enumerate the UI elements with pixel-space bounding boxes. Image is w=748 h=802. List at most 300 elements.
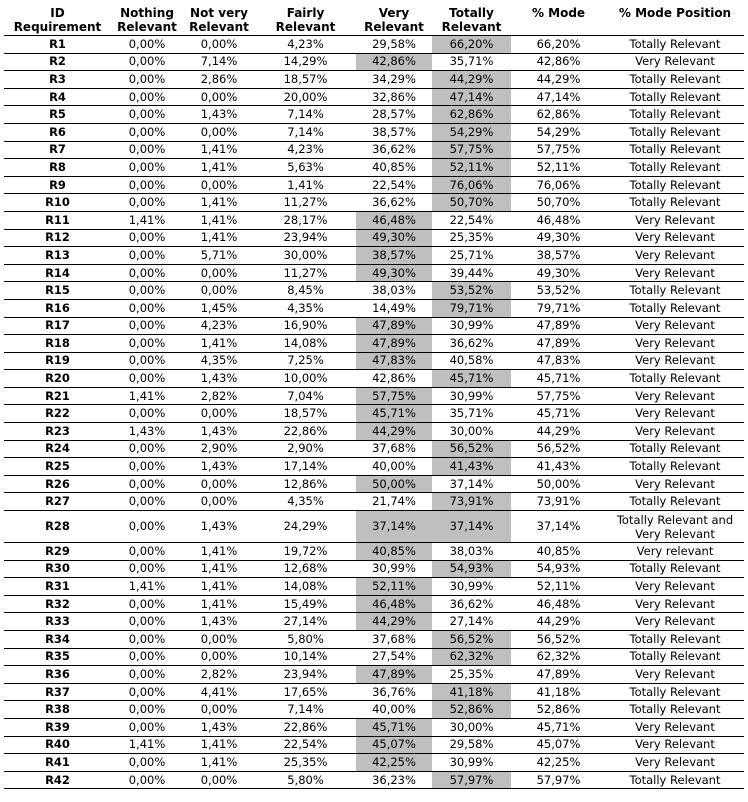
cell-very-relevant: 37,14% [356,511,432,543]
cell-fairly-relevant: 14,08% [255,578,356,596]
cell-fairly-relevant: 16,90% [255,317,356,335]
cell-not-very-relevant: 1,41% [183,335,255,353]
table-row [4,229,744,247]
cell-mode-position: Totally Relevant [606,88,744,106]
cell-mode-position: Very Relevant [606,247,744,265]
cell-mode-position: Very Relevant [606,475,744,493]
cell-nothing-relevant: 0,00% [111,176,183,194]
cell-very-relevant: 38,03% [356,282,432,300]
cell-totally-relevant: 30,99% [432,317,511,335]
cell-nothing-relevant: 0,00% [111,71,183,89]
cell-totally-relevant: 36,62% [432,335,511,353]
cell-nothing-relevant: 0,00% [111,141,183,159]
cell-mode: 41,43% [511,458,606,476]
cell-not-very-relevant: 0,00% [183,771,255,789]
cell-nothing-relevant: 0,00% [111,405,183,423]
cell-id: R34 [4,631,111,649]
cell-id: R26 [4,475,111,493]
cell-fairly-relevant: 12,68% [255,560,356,578]
table-row [4,71,744,89]
cell-fairly-relevant: 1,41% [255,176,356,194]
cell-not-very-relevant: 1,43% [183,370,255,388]
cell-not-very-relevant: 1,43% [183,718,255,736]
cell-nothing-relevant: 1,41% [111,387,183,405]
cell-totally-relevant: 36,62% [432,595,511,613]
cell-totally-relevant: 22,54% [432,211,511,229]
header-very-relevant: Very Relevant [356,3,432,36]
cell-fairly-relevant: 12,86% [255,475,356,493]
cell-nothing-relevant: 0,00% [111,595,183,613]
header-mode-position: % Mode Position [606,3,744,36]
cell-mode: 52,11% [511,578,606,596]
table-row [4,423,744,441]
cell-very-relevant: 47,89% [356,317,432,335]
cell-very-relevant: 36,23% [356,771,432,789]
cell-nothing-relevant: 0,00% [111,194,183,212]
cell-fairly-relevant: 28,17% [255,211,356,229]
cell-totally-relevant: 76,06% [432,176,511,194]
table-row [4,560,744,578]
cell-id: R12 [4,229,111,247]
cell-not-very-relevant: 1,43% [183,423,255,441]
table-row [4,648,744,666]
cell-totally-relevant: 30,99% [432,387,511,405]
cell-id: R20 [4,370,111,388]
table-row [4,106,744,124]
cell-fairly-relevant: 15,49% [255,595,356,613]
cell-mode-position: Totally Relevant [606,176,744,194]
cell-totally-relevant: 53,52% [432,282,511,300]
cell-mode-position: Totally Relevant [606,194,744,212]
cell-not-very-relevant: 2,82% [183,387,255,405]
cell-nothing-relevant: 0,00% [111,754,183,772]
cell-not-very-relevant: 0,00% [183,475,255,493]
cell-totally-relevant: 29,58% [432,736,511,754]
cell-nothing-relevant: 0,00% [111,247,183,265]
table-row [4,141,744,159]
cell-id: R42 [4,771,111,789]
table-row [4,370,744,388]
cell-nothing-relevant: 0,00% [111,36,183,54]
cell-very-relevant: 44,29% [356,613,432,631]
cell-mode: 49,30% [511,229,606,247]
cell-very-relevant: 45,07% [356,736,432,754]
table-row [4,440,744,458]
cell-mode-position: Totally Relevant and Very Relevant [606,511,744,543]
cell-totally-relevant: 54,29% [432,123,511,141]
cell-mode: 73,91% [511,493,606,511]
cell-mode: 62,86% [511,106,606,124]
cell-very-relevant: 22,54% [356,176,432,194]
cell-very-relevant: 36,76% [356,683,432,701]
cell-fairly-relevant: 2,90% [255,440,356,458]
cell-not-very-relevant: 0,00% [183,405,255,423]
cell-id: R10 [4,194,111,212]
cell-id: R37 [4,683,111,701]
cell-id: R7 [4,141,111,159]
cell-mode-position: Totally Relevant [606,370,744,388]
cell-fairly-relevant: 7,14% [255,701,356,719]
cell-very-relevant: 27,54% [356,648,432,666]
cell-not-very-relevant: 1,41% [183,141,255,159]
table-row [4,299,744,317]
cell-mode: 45,71% [511,370,606,388]
cell-totally-relevant: 30,00% [432,423,511,441]
cell-mode-position: Very Relevant [606,229,744,247]
cell-nothing-relevant: 0,00% [111,475,183,493]
cell-id: R15 [4,282,111,300]
cell-fairly-relevant: 10,14% [255,648,356,666]
cell-fairly-relevant: 4,23% [255,36,356,54]
cell-fairly-relevant: 4,35% [255,493,356,511]
cell-fairly-relevant: 17,65% [255,683,356,701]
cell-nothing-relevant: 0,00% [111,771,183,789]
cell-mode-position: Totally Relevant [606,440,744,458]
cell-totally-relevant: 30,00% [432,718,511,736]
table-row [4,543,744,561]
cell-very-relevant: 38,57% [356,123,432,141]
cell-very-relevant: 50,00% [356,475,432,493]
cell-very-relevant: 40,85% [356,159,432,177]
cell-very-relevant: 52,11% [356,578,432,596]
cell-mode-position: Very Relevant [606,352,744,370]
cell-not-very-relevant: 4,35% [183,352,255,370]
cell-id: R19 [4,352,111,370]
cell-id: R41 [4,754,111,772]
cell-totally-relevant: 56,52% [432,631,511,649]
table-row [4,736,744,754]
cell-mode-position: Very Relevant [606,754,744,772]
cell-not-very-relevant: 1,45% [183,299,255,317]
cell-fairly-relevant: 7,14% [255,123,356,141]
cell-id: R39 [4,718,111,736]
cell-very-relevant: 28,57% [356,106,432,124]
cell-not-very-relevant: 1,41% [183,211,255,229]
table-row [4,475,744,493]
cell-not-very-relevant: 4,23% [183,317,255,335]
header-mode: % Mode [511,3,606,36]
cell-mode-position: Very Relevant [606,405,744,423]
cell-id: R9 [4,176,111,194]
cell-mode: 57,75% [511,387,606,405]
cell-not-very-relevant: 1,43% [183,458,255,476]
table-row [4,458,744,476]
table-row [4,36,744,54]
cell-mode-position: Very Relevant [606,423,744,441]
cell-not-very-relevant: 0,00% [183,493,255,511]
cell-mode-position: Totally Relevant [606,71,744,89]
cell-mode: 66,20% [511,36,606,54]
cell-not-very-relevant: 2,86% [183,71,255,89]
cell-totally-relevant: 41,18% [432,683,511,701]
table-row [4,176,744,194]
cell-totally-relevant: 52,86% [432,701,511,719]
table-row [4,666,744,684]
cell-nothing-relevant: 0,00% [111,458,183,476]
cell-mode: 47,89% [511,317,606,335]
cell-very-relevant: 32,86% [356,88,432,106]
cell-nothing-relevant: 0,00% [111,106,183,124]
cell-id: R21 [4,387,111,405]
table-row [4,317,744,335]
table-row [4,123,744,141]
cell-mode-position: Totally Relevant [606,648,744,666]
table-header-row [4,3,744,36]
cell-id: R1 [4,36,111,54]
cell-mode: 57,75% [511,141,606,159]
cell-very-relevant: 40,85% [356,543,432,561]
cell-very-relevant: 14,49% [356,299,432,317]
cell-nothing-relevant: 0,00% [111,613,183,631]
cell-very-relevant: 36,62% [356,141,432,159]
cell-fairly-relevant: 8,45% [255,282,356,300]
cell-id: R35 [4,648,111,666]
cell-fairly-relevant: 22,86% [255,718,356,736]
cell-mode: 49,30% [511,264,606,282]
table-row [4,683,744,701]
cell-very-relevant: 42,86% [356,370,432,388]
cell-totally-relevant: 52,11% [432,159,511,177]
table-row [4,247,744,265]
cell-id: R40 [4,736,111,754]
cell-very-relevant: 46,48% [356,211,432,229]
cell-not-very-relevant: 1,41% [183,159,255,177]
cell-nothing-relevant: 0,00% [111,264,183,282]
cell-mode: 42,25% [511,754,606,772]
cell-mode: 44,29% [511,423,606,441]
cell-not-very-relevant: 0,00% [183,631,255,649]
cell-fairly-relevant: 10,00% [255,370,356,388]
cell-id: R6 [4,123,111,141]
cell-very-relevant: 47,83% [356,352,432,370]
cell-very-relevant: 49,30% [356,264,432,282]
cell-id: R18 [4,335,111,353]
cell-totally-relevant: 62,86% [432,106,511,124]
cell-nothing-relevant: 0,00% [111,88,183,106]
cell-totally-relevant: 73,91% [432,493,511,511]
cell-nothing-relevant: 0,00% [111,335,183,353]
cell-nothing-relevant: 0,00% [111,666,183,684]
table-row [4,771,744,789]
cell-nothing-relevant: 0,00% [111,440,183,458]
cell-totally-relevant: 37,14% [432,511,511,543]
cell-very-relevant: 38,57% [356,247,432,265]
cell-fairly-relevant: 18,57% [255,71,356,89]
cell-mode-position: Totally Relevant [606,458,744,476]
cell-totally-relevant: 39,44% [432,264,511,282]
table-row [4,194,744,212]
cell-fairly-relevant: 23,94% [255,229,356,247]
cell-mode: 62,32% [511,648,606,666]
cell-totally-relevant: 57,75% [432,141,511,159]
cell-very-relevant: 42,86% [356,53,432,71]
cell-id: R8 [4,159,111,177]
cell-very-relevant: 30,99% [356,560,432,578]
cell-very-relevant: 21,74% [356,493,432,511]
cell-mode: 45,71% [511,718,606,736]
cell-mode: 52,11% [511,159,606,177]
cell-fairly-relevant: 17,14% [255,458,356,476]
table-row [4,511,744,543]
cell-not-very-relevant: 1,41% [183,543,255,561]
header-fairly-relevant: Fairly Relevant [255,3,356,36]
table-row [4,387,744,405]
cell-id: R28 [4,511,111,543]
cell-not-very-relevant: 1,41% [183,194,255,212]
cell-mode: 79,71% [511,299,606,317]
cell-not-very-relevant: 0,00% [183,88,255,106]
table-row [4,282,744,300]
cell-mode: 41,18% [511,683,606,701]
cell-fairly-relevant: 22,54% [255,736,356,754]
cell-fairly-relevant: 5,80% [255,771,356,789]
cell-id: R3 [4,71,111,89]
cell-mode: 46,48% [511,595,606,613]
cell-mode-position: Totally Relevant [606,299,744,317]
cell-totally-relevant: 37,14% [432,475,511,493]
table-row [4,88,744,106]
cell-not-very-relevant: 1,41% [183,560,255,578]
cell-totally-relevant: 56,52% [432,440,511,458]
cell-mode: 45,71% [511,405,606,423]
cell-mode-position: Very Relevant [606,317,744,335]
cell-not-very-relevant: 0,00% [183,264,255,282]
header-nothing-relevant: Nothing Relevant [111,3,183,36]
cell-id: R4 [4,88,111,106]
cell-fairly-relevant: 5,63% [255,159,356,177]
cell-nothing-relevant: 0,00% [111,718,183,736]
cell-id: R11 [4,211,111,229]
cell-nothing-relevant: 0,00% [111,370,183,388]
cell-very-relevant: 45,71% [356,405,432,423]
cell-not-very-relevant: 7,14% [183,53,255,71]
cell-fairly-relevant: 4,35% [255,299,356,317]
cell-nothing-relevant: 0,00% [111,123,183,141]
cell-fairly-relevant: 11,27% [255,194,356,212]
cell-mode-position: Totally Relevant [606,159,744,177]
cell-not-very-relevant: 1,41% [183,229,255,247]
cell-fairly-relevant: 5,80% [255,631,356,649]
cell-totally-relevant: 41,43% [432,458,511,476]
cell-totally-relevant: 25,71% [432,247,511,265]
cell-id: R17 [4,317,111,335]
cell-id: R29 [4,543,111,561]
cell-very-relevant: 47,89% [356,335,432,353]
cell-nothing-relevant: 0,00% [111,299,183,317]
cell-mode-position: Totally Relevant [606,631,744,649]
cell-mode-position: Very Relevant [606,718,744,736]
cell-totally-relevant: 50,70% [432,194,511,212]
cell-mode: 47,89% [511,335,606,353]
cell-mode: 45,07% [511,736,606,754]
header-not-very-relevant: Not very Relevant [183,3,255,36]
cell-not-very-relevant: 0,00% [183,648,255,666]
cell-very-relevant: 44,29% [356,423,432,441]
cell-mode-position: Very relevant [606,543,744,561]
header-id-requirement: ID Requirement [4,3,111,36]
table-row [4,335,744,353]
table-row [4,53,744,71]
cell-mode: 50,70% [511,194,606,212]
cell-mode-position: Very Relevant [606,595,744,613]
cell-id: R16 [4,299,111,317]
cell-id: R24 [4,440,111,458]
cell-not-very-relevant: 1,41% [183,578,255,596]
cell-totally-relevant: 40,58% [432,352,511,370]
cell-nothing-relevant: 0,00% [111,493,183,511]
cell-not-very-relevant: 2,82% [183,666,255,684]
cell-very-relevant: 46,48% [356,595,432,613]
cell-totally-relevant: 79,71% [432,299,511,317]
cell-very-relevant: 57,75% [356,387,432,405]
cell-mode: 56,52% [511,631,606,649]
cell-not-very-relevant: 2,90% [183,440,255,458]
header-totally-relevant: Totally Relevant [432,3,511,36]
cell-not-very-relevant: 1,43% [183,613,255,631]
cell-totally-relevant: 35,71% [432,405,511,423]
cell-mode-position: Totally Relevant [606,106,744,124]
cell-mode: 53,52% [511,282,606,300]
cell-not-very-relevant: 5,71% [183,247,255,265]
cell-mode: 54,93% [511,560,606,578]
table-row [4,754,744,772]
cell-mode-position: Totally Relevant [606,282,744,300]
cell-id: R14 [4,264,111,282]
cell-fairly-relevant: 7,25% [255,352,356,370]
cell-id: R23 [4,423,111,441]
cell-mode-position: Totally Relevant [606,141,744,159]
cell-fairly-relevant: 19,72% [255,543,356,561]
cell-id: R22 [4,405,111,423]
cell-mode: 52,86% [511,701,606,719]
cell-totally-relevant: 25,35% [432,229,511,247]
cell-mode-position: Very Relevant [606,211,744,229]
cell-mode-position: Very Relevant [606,335,744,353]
cell-totally-relevant: 66,20% [432,36,511,54]
cell-mode-position: Very Relevant [606,578,744,596]
cell-mode-position: Totally Relevant [606,560,744,578]
cell-totally-relevant: 54,93% [432,560,511,578]
cell-mode-position: Very Relevant [606,613,744,631]
cell-id: R31 [4,578,111,596]
table-row [4,159,744,177]
cell-nothing-relevant: 0,00% [111,159,183,177]
cell-very-relevant: 47,89% [356,666,432,684]
cell-id: R25 [4,458,111,476]
cell-fairly-relevant: 20,00% [255,88,356,106]
cell-fairly-relevant: 11,27% [255,264,356,282]
cell-nothing-relevant: 0,00% [111,53,183,71]
cell-mode-position: Totally Relevant [606,123,744,141]
cell-totally-relevant: 30,99% [432,578,511,596]
cell-fairly-relevant: 18,57% [255,405,356,423]
cell-id: R5 [4,106,111,124]
cell-mode-position: Very Relevant [606,666,744,684]
cell-totally-relevant: 44,29% [432,71,511,89]
cell-fairly-relevant: 4,23% [255,141,356,159]
cell-nothing-relevant: 0,00% [111,282,183,300]
cell-fairly-relevant: 23,94% [255,666,356,684]
cell-mode-position: Totally Relevant [606,36,744,54]
cell-mode: 44,29% [511,71,606,89]
cell-mode: 56,52% [511,440,606,458]
cell-totally-relevant: 30,99% [432,754,511,772]
table-row [4,493,744,511]
cell-mode-position: Very Relevant [606,736,744,754]
cell-not-very-relevant: 1,43% [183,106,255,124]
cell-very-relevant: 49,30% [356,229,432,247]
cell-fairly-relevant: 24,29% [255,511,356,543]
